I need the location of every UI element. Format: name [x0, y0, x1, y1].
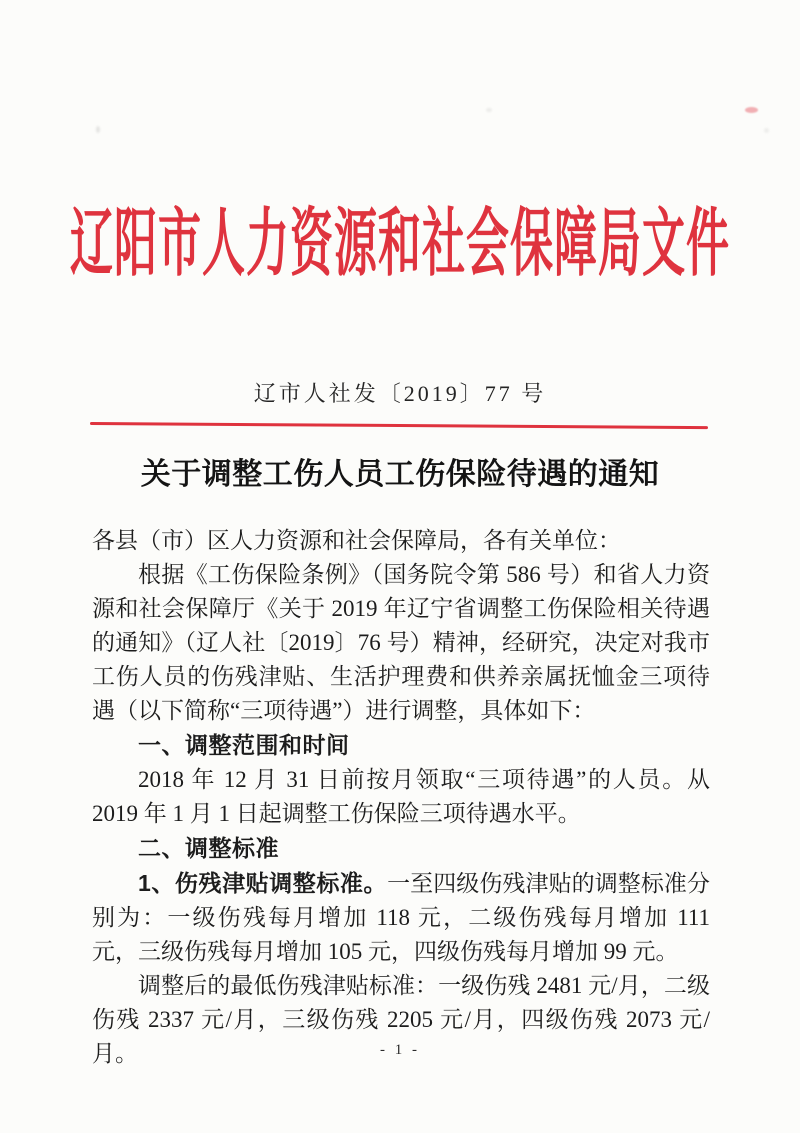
document-body [92, 524, 710, 1071]
paragraph-bold-segment: 二、调整标准 [138, 835, 279, 861]
paragraph-bold-segment: 1、伤残津贴调整标准。 [138, 870, 388, 896]
scan-speck [486, 108, 492, 112]
paragraph-bold-segment: 一、调整范围和时间 [138, 732, 350, 758]
paragraph [92, 866, 710, 969]
red-separator-line [90, 422, 708, 429]
paragraph [92, 763, 710, 831]
paragraph [92, 831, 710, 866]
paragraph-segment: 根据《工伤保险条例》（国务院令第 586 号）和省人力资源和社会保障厅《关于 2019 年辽宁省调整工伤保险相关待遇的通知》（辽人社〔2019〕76 号）精神，经研究，决定对我市工伤人员的伤残津贴、生活护理费和供养亲属抚恤金三项待遇（以下简称“三项待遇”）进行调整，具体如下： [92, 562, 710, 723]
agency-letterhead: 辽阳市人力资源和社会保障局文件 [70, 204, 730, 286]
scan-speck [764, 128, 769, 133]
paragraph-segment: 各县（市）区人力资源和社会保障局，各有关单位： [92, 528, 621, 553]
paragraph [92, 558, 710, 728]
paragraph [92, 524, 710, 558]
scan-speck-red [745, 107, 758, 113]
paragraph-segment: 调整后的最低伤残津贴标准：一级伤残 2481 元/月，二级伤残 2337 元/月，三级伤残 2205 元/月，四级伤残 2073 元/月。 [92, 973, 710, 1066]
page-number: - 1 - [380, 1042, 420, 1058]
paragraph [92, 728, 710, 763]
paragraph-segment: 2018 年 12 月 31 日前按月领取“三项待遇”的人员。从 2019 年 1 月 1 日起调整工伤保险三项待遇水平。 [92, 767, 710, 826]
scan-speck [96, 126, 100, 133]
document-title: 关于调整工伤人员工伤保险待遇的通知 [140, 458, 660, 491]
document-number: 辽市人社发〔2019〕77 号 [253, 381, 547, 406]
paragraph-segment: 一至四级伤残津贴的调整标准分别为：一级伤残每月增加 118 元，二级伤残每月增加 111 元，三级伤残每月增加 105 元，四级伤残每月增加 99 元。 [92, 871, 711, 964]
